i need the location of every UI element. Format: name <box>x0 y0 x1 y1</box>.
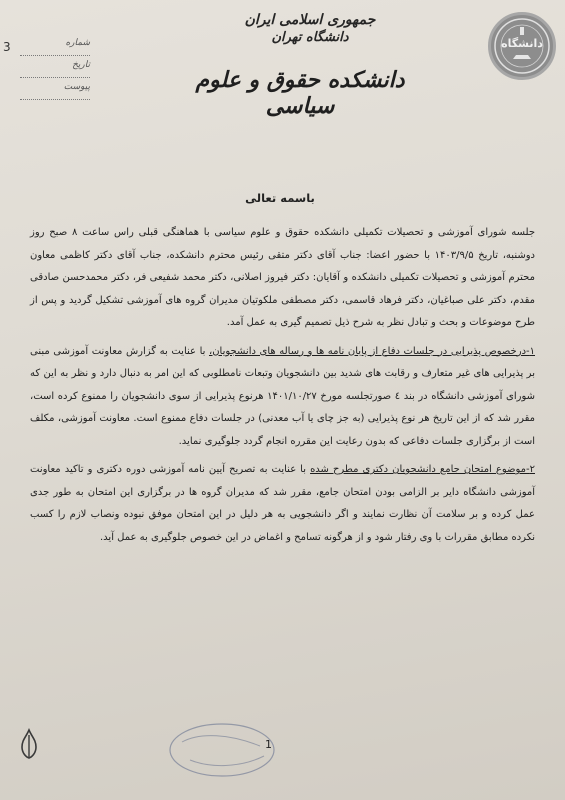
item-1 <box>30 341 535 454</box>
iran-emblem-icon <box>14 727 44 761</box>
item-1-body: با عنایت به گزارش معاونت آموزشی مبنی بر پذیرایی های غیر متعارف و رقابت های شدید بین دانشجویان وتبعات نامطلوبی که این امر به دنبال دارد و نظر به این که شورای آموزشی دانشگاه در بند ٤ صورتجلسه مورخ ۱۴۰۱/۱۰/۲۷ هرنوع پذیرایی از سوی دانشجویان را ممنوع کرده است، مقرر شد که از این تاریخ هر نوع پذیرایی (به جز چای یا آب معدنی) در جلسات دفاع ممنوع است. معاونت آموزشی، مکلف است از برگزاری جلسات دفاعی که بدون رعایت این مقرره انجام گردد جلوگیری نماید. <box>30 345 535 447</box>
seal-text: دانشگاه <box>501 37 543 50</box>
date-label: تاریخ <box>20 60 90 78</box>
intro-paragraph: جلسه شورای آموزشی و تحصیلات تکمیلی دانشکده حقوق و علوم سیاسی با هماهنگی قبلی راس ساعت ۸ صبح روز دوشنبه، تاریخ ۱۴۰۳/۹/۵ با حضور اعضا: جناب آقای دکتر متقی رئیس محترم دانشکده، جناب آقای دکتر کاظمی معاون محترم آموزشی و تحصیلات تکمیلی دانشکده و آقایان: دکتر فیروز اصلانی، دکتر محمد شفیعی فر، دکتر محمدحسن صادقی مقدم، دکتر علی صباغیان، دکتر فرهاد قاسمی، دکتر مصطفی ملکوتیان مدیران گروه های آموزشی تشکیل گردید و پس از طرح موضوعات و بحث و تبادل نظر به شرح ذیل تصمیم گیری به عمل آمد. <box>30 227 535 328</box>
corner-mark: 3 <box>3 40 11 54</box>
page-number: 1 <box>265 738 272 751</box>
faculty-name: دانشکده حقوق و علوم سیاسی <box>195 67 405 119</box>
number-label: شماره <box>20 38 90 56</box>
republic-title: جمهوری اسلامی ایران <box>244 12 376 28</box>
letter-heading: باسمه تعالی <box>245 191 315 205</box>
item-1-title: ۱-درخصوص پذیرایی در جلسات دفاع از پایان نامه ها و رساله های دانشجویان، <box>208 345 535 357</box>
attachment-label: پیوست <box>20 82 90 100</box>
university-seal <box>488 12 556 80</box>
letterhead <box>190 12 430 45</box>
letter-body <box>30 222 535 549</box>
item-2-title: ۲-موضوع امتحان جامع دانشجویان دکتری مطرح شده <box>310 464 535 475</box>
item-2-body: با عنایت به تصریح آیین نامه آموزشی دوره دکتری و تاکید معاونت آموزشی دانشگاه دایر بر الزامی بودن امتحان جامع، مقرر شد که مدیران گروه ها در برگزاری این امتحان به طور جدی عمل کرده و بر سلامت آن نظارت نمایند و اگر دانشجویی به هر دلیل در این امتحان موفق نبوده ونصاب لازم را کسب نکرده مطابق مقررات با وی رفتار شود و از هرگونه تسامح و اغماض در این خصوص جلوگیری به عمل آید. <box>30 464 535 543</box>
letter-meta <box>20 38 90 104</box>
university-name: دانشگاه تهران <box>271 30 349 45</box>
item-2 <box>30 459 535 549</box>
